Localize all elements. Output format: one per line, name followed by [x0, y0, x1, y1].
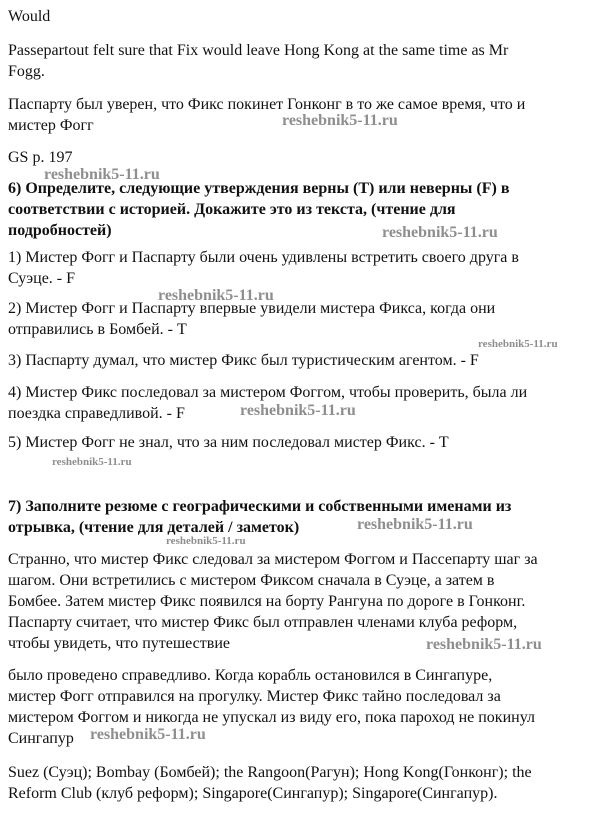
task7-para1-line-4: Паспарту считает, что мистер Фикс был отправлен членами клуба реформ,	[8, 614, 518, 631]
task6-heading-line-2: соответствии с историей. Докажите это из текста, (чтение для	[8, 201, 456, 218]
watermark: reshebnik5-11.ru	[158, 287, 274, 304]
task7-answers-line-1: Suez (Суэц); Bombay (Бомбей); the Rangoon(Рагун); Hong Kong(Гонконг); the	[8, 764, 532, 781]
watermark: reshebnik5-11.ru	[166, 535, 246, 547]
task7-answers-line-2: Reform Club (клуб реформ); Singapore(Сингапур); Singapore(Сингапур).	[8, 785, 498, 802]
watermark: reshebnik5-11.ru	[282, 112, 398, 129]
task6-item-2-line-2: отправились в Бомбей. - T	[8, 321, 187, 338]
task6-item-1-line-2: Суэце. - F	[8, 270, 76, 287]
sentence-en-line-1: Passepartout felt sure that Fix would leave Hong Kong at the same time as Mr	[8, 42, 509, 59]
task7-para2-line-1: было проведено справедливо. Когда корабль остановился в Сингапуре,	[8, 667, 493, 684]
task6-item-5: 5) Мистер Фогг не знал, что за ним последовал мистер Фикс. - T	[8, 434, 449, 451]
task7-para2-line-3: мистером Фоггом и никогда не упускал из виду его, пока пароход не покинул	[8, 709, 535, 726]
task7-heading-line-2: отрывка, (чтение для деталей / заметок)	[8, 519, 300, 536]
watermark: reshebnik5-11.ru	[426, 636, 542, 653]
sentence-ru-line-2: мистер Фогг	[8, 117, 94, 134]
task7-para1-line-3: Бомбее. Затем мистер Фикс появился на борту Рангуна по дороге в Гонконг.	[8, 593, 526, 610]
task7-para1-line-2: шагом. Они встретились с мистером Фиксом сначала в Суэце, а затем в	[8, 572, 495, 589]
watermark: reshebnik5-11.ru	[382, 224, 498, 241]
task6-item-2-line-1: 2) Мистер Фогг и Паспарту впервые увидели мистера Фикса, когда они	[8, 300, 496, 317]
task6-heading-line-1: 6) Определите, следующие утверждения верны (T) или неверны (F) в	[8, 180, 510, 197]
watermark: reshebnik5-11.ru	[478, 338, 558, 350]
watermark: reshebnik5-11.ru	[52, 456, 132, 468]
watermark: reshebnik5-11.ru	[357, 516, 473, 533]
task7-para2-line-4: Сингапур	[8, 730, 74, 747]
sentence-ru-line-1: Паспарту был уверен, что Фикс покинет Гонконг в то же самое время, что и	[8, 96, 526, 113]
task6-heading-line-3: подробностей)	[8, 222, 112, 239]
watermark: reshebnik5-11.ru	[44, 166, 160, 183]
task6-item-4-line-2: поездка справедливой. - F	[8, 405, 185, 422]
header-word: Would	[8, 8, 51, 25]
task7-para1-line-1: Странно, что мистер Фикс следовал за мистером Фоггом и Пассепарту шаг за	[8, 551, 538, 568]
task6-item-1-line-1: 1) Мистер Фогг и Паспарту были очень удивлены встретить своего друга в	[8, 249, 519, 266]
page-reference: GS p. 197	[8, 149, 73, 166]
task7-para1-line-5: чтобы увидеть, что путешествие	[8, 635, 230, 652]
task7-para2-line-2: мистер Фогг отправился на прогулку. Мистер Фикс тайно последовал за	[8, 688, 501, 705]
sentence-en-line-2: Fogg.	[8, 63, 45, 80]
watermark: reshebnik5-11.ru	[240, 402, 356, 419]
task6-item-4-line-1: 4) Мистер Фикс последовал за мистером Фоггом, чтобы проверить, была ли	[8, 384, 528, 401]
task6-item-3: 3) Паспарту думал, что мистер Фикс был туристическим агентом. - F	[8, 352, 479, 369]
watermark: reshebnik5-11.ru	[90, 726, 206, 743]
task7-heading-line-1: 7) Заполните резюме с географическими и собственными именами из	[8, 498, 512, 515]
